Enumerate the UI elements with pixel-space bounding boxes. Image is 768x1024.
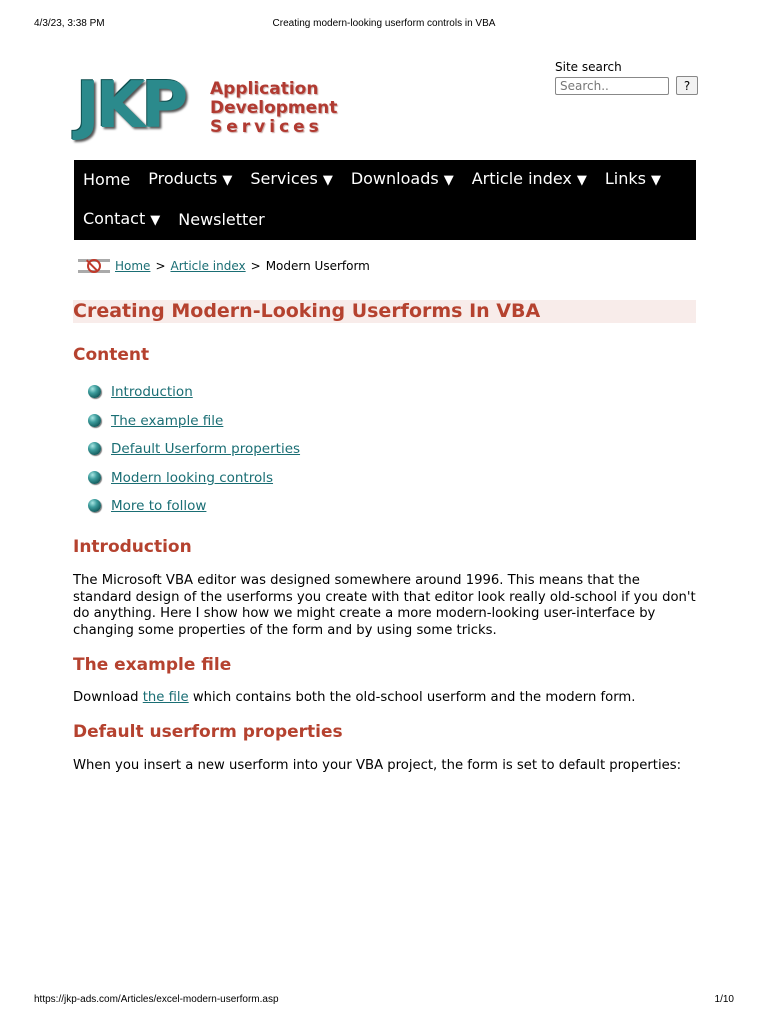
toc-link-modern-looking-controls[interactable]: Modern looking controls — [111, 469, 274, 486]
toc-link-the-example-file[interactable]: The example file — [111, 412, 224, 429]
nav-item-home[interactable] — [74, 160, 139, 200]
example-file-text-after: which contains both the old-school userform and the modern form. — [188, 690, 636, 705]
default-props-heading: Default userform properties — [73, 722, 343, 742]
dropdown-arrow-icon: ▼ — [322, 173, 333, 188]
sphere-bullet-icon — [88, 471, 101, 484]
nav-item-contact[interactable] — [74, 199, 169, 241]
dropdown-arrow-icon: ▼ — [576, 173, 587, 188]
nav-item-label: Article index — [471, 169, 572, 188]
nav-item-label: Newsletter — [178, 210, 265, 229]
logo-line-2: Development — [210, 98, 338, 118]
nav-item-label: Home — [83, 170, 131, 189]
example-file-text — [73, 690, 697, 707]
search-input[interactable] — [555, 77, 669, 95]
nav-item-products[interactable] — [139, 159, 241, 201]
print-title: Creating modern-looking userform controls in VBA — [272, 18, 496, 29]
breadcrumb-separator: > — [155, 259, 166, 273]
nav-row-1 — [74, 160, 670, 200]
sphere-bullet-icon — [88, 414, 101, 427]
toc-link-more-to-follow[interactable]: More to follow — [111, 498, 207, 514]
nav-item-label: Links — [604, 169, 646, 188]
default-props-text: When you insert a new userform into your VBA project, the form is set to default properties: — [73, 758, 682, 773]
toc-item — [88, 441, 300, 470]
page-title: Creating Modern-Looking Userforms In VBA — [73, 300, 696, 323]
main-nav — [74, 160, 696, 240]
site-search-label: Site search — [555, 60, 622, 74]
toc-link-introduction[interactable]: Introduction — [111, 384, 193, 400]
nav-item-newsletter[interactable] — [169, 200, 274, 240]
nav-item-services[interactable] — [241, 159, 341, 201]
toc-item — [88, 384, 300, 413]
site-search — [555, 60, 698, 95]
breadcrumb-home-link[interactable]: Home — [115, 259, 151, 273]
toc-item — [88, 498, 300, 527]
breadcrumb-separator: > — [250, 259, 261, 273]
introduction-heading: Introduction — [73, 537, 192, 557]
nav-item-article-index[interactable] — [463, 159, 596, 201]
logo-line-3: Services — [210, 117, 323, 137]
no-entry-icon — [78, 259, 110, 273]
nav-item-label: Contact — [83, 209, 146, 228]
breadcrumb-article-index-link[interactable]: Article index — [170, 259, 246, 273]
sphere-bullet-icon — [88, 499, 101, 512]
example-file-text-before: Download — [73, 690, 143, 705]
example-file-heading: The example file — [73, 655, 232, 675]
sphere-bullet-icon — [88, 442, 101, 455]
nav-item-label: Services — [250, 169, 318, 188]
search-button[interactable]: ? — [676, 76, 698, 95]
print-footer — [34, 994, 734, 1008]
breadcrumb-current: Modern Userform — [265, 259, 370, 273]
print-header — [34, 18, 734, 32]
dropdown-arrow-icon: ▼ — [443, 173, 454, 188]
toc-item — [88, 413, 300, 442]
table-of-contents — [88, 384, 300, 527]
site-logo[interactable] — [74, 69, 338, 143]
content-heading: Content — [73, 345, 150, 365]
logo-line-1: Application — [210, 79, 319, 99]
toc-item — [88, 470, 300, 499]
nav-item-label: Downloads — [350, 169, 439, 188]
print-url: https://jkp-ads.com/Articles/excel-modern-userform.asp — [34, 994, 279, 1005]
dropdown-arrow-icon: ▼ — [150, 213, 161, 228]
logo-mark: JKP — [76, 69, 185, 143]
print-datetime: 4/3/23, 3:38 PM — [34, 18, 105, 29]
dropdown-arrow-icon: ▼ — [222, 173, 233, 188]
nav-row-2 — [74, 200, 274, 240]
logo-text — [210, 80, 337, 137]
toc-link-default-userform-properties[interactable]: Default Userform properties — [111, 441, 301, 457]
nav-item-links[interactable] — [596, 159, 670, 201]
sphere-bullet-icon — [88, 385, 101, 398]
nav-item-label: Products — [148, 169, 218, 188]
introduction-text: The Microsoft VBA editor was designed somewhere around 1996. This means that the standard design of the userforms you create with that editor look really old-school if you don't do anything. Here I show how we might create a more modern-looking user-interface by changing some properties of the form and by using some tricks. — [73, 573, 696, 638]
nav-item-downloads[interactable] — [342, 159, 463, 201]
the-file-link[interactable]: the file — [142, 690, 189, 705]
breadcrumb — [78, 257, 370, 275]
dropdown-arrow-icon: ▼ — [650, 173, 661, 188]
page-number: 1/10 — [714, 994, 734, 1005]
